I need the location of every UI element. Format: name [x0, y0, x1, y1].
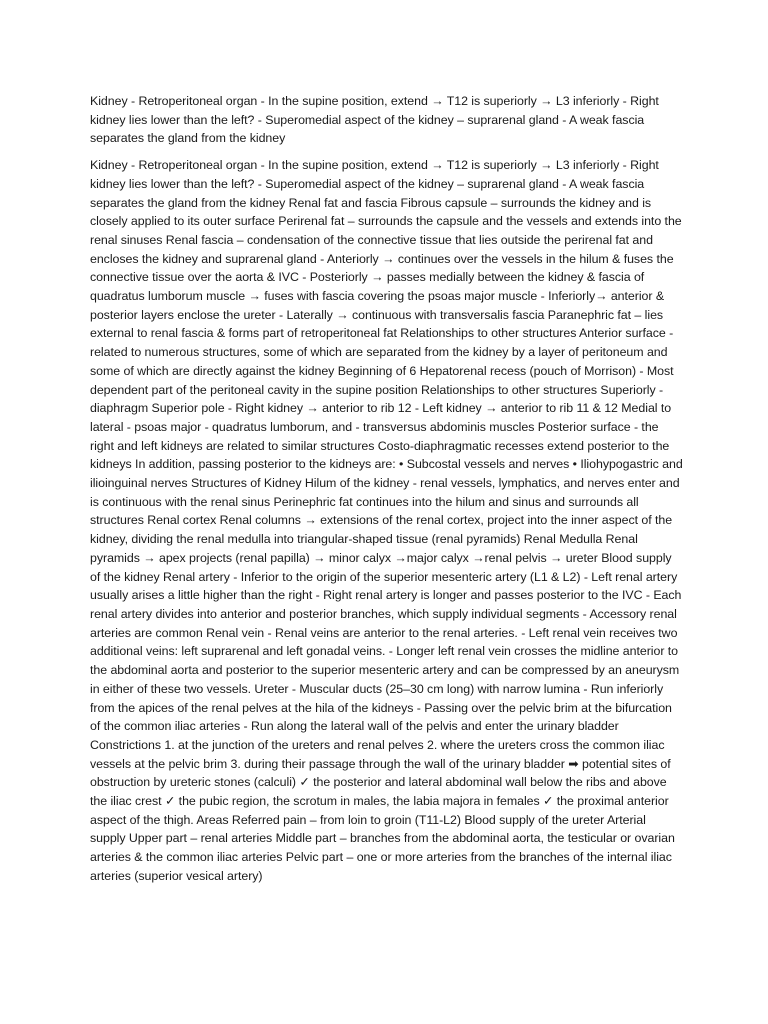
body-paragraph: Kidney - Retroperitoneal organ - In the supine position, extend → T12 is superiorly → L3 inferiorly - Right kidney lies lower than the left? - Superomedial aspect of the kidney – suprarenal gland - A weak fascia separates the gland from the kidney Renal fat and fascia Fibrous capsule – surrounds the kidney and is closely applied to its outer surface Perirenal fat – surrounds the capsule and the vessels and extends into the renal sinuses Renal fascia – condensation of the connective tissue that lies outside the perirenal fat and encloses the kidney and suprarenal gland - Anteriorly → continues over the vessels in the hilum & fuses the connective tissue over the aorta & IVC - Posteriorly → passes medially between the kidney & fascia of quadratus lumborum muscle → fuses with fascia covering the psoas major muscle - Inferiorly→ anterior & posterior layers enclose the ureter - Laterally → continuous with transversalis fascia Paranephric fat – lies external to renal fascia & forms part of retroperitoneal fat Relationships to other structures Anterior surface - related to numerous structures, some of which are separated from the kidney by a layer of peritoneum and some of which are directly against the kidney Beginning of 6 Hepatorenal recess (pouch of Morrison) - Most dependent part of the peritoneal cavity in the supine position Relationships to other structures Superiorly - diaphragm Superior pole - Right kidney → anterior to rib 12 - Left kidney → anterior to rib 11 & 12 Medial to lateral - psoas major - quadratus lumborum, and - transversus abdominis muscles Posterior surface - the right and left kidneys are related to similar structures Costo-diaphragmatic recesses extend posterior to the kidneys In addition, passing posterior to the kidneys are: • Subcostal vessels and nerves • Iliohypogastric and ilioinguinal nerves Structures of Kidney Hilum of the kidney - renal vessels, lymphatics, and nerves enter and is continuous with the renal sinus Perinephric fat continues into the hilum and sinus and surrounds all structures Renal cortex Renal columns → extensions of the renal cortex, project into the inner aspect of the kidney, dividing the renal medulla into triangular-shaped tissue (renal pyramids) Renal Medulla Renal pyramids → apex projects (renal papilla) → minor calyx →major calyx →renal pelvis → ureter Blood supply of the kidney Renal artery - Inferior to the origin of the superior mesenteric artery (L1 & L2) - Left renal artery usually arises a little higher than the right - Right renal artery is longer and passes posterior to the IVC - Each renal artery divides into anterior and posterior branches, which supply individual segments - Accessory renal arteries are common Renal vein - Renal veins are anterior to the renal arteries. - Left renal vein receives two additional veins: left suprarenal and left gonadal veins. - Longer left renal vein crosses the midline anterior to the abdominal aorta and posterior to the superior mesenteric artery and can be compressed by an aneurysm in either of these two vessels. Ureter - Muscular ducts (25–30 cm long) with narrow lumina - Run inferiorly from the apices of the renal pelves at the hila of the kidneys - Passing over the pelvic brim at the bifurcation of the common iliac arteries - Run along the lateral wall of the pelvis and enter the urinary bladder Constrictions 1. at the junction of the ureters and renal pelves 2. where the ureters cross the common iliac vessels at the pelvic brim 3. during their passage through the wall of the urinary bladder ➡ potential sites of obstruction by ureteric stones (calculi) ✓ the posterior and lateral abdominal wall below the ribs and above the iliac crest ✓ the pubic region, the scrotum in males, the labia majora in females ✓ the proximal anterior aspect of the thigh. Areas Referred pain – from loin to groin (T11-L2) Blood supply of the ureter Arterial supply Upper part – renal arteries Middle part – branches from the abdominal aorta, the testicular or ovarian arteries & the common iliac arteries Pelvic part – one or more arteries from the branches of the internal iliac arteries (superior vesical artery): [90, 158, 683, 883]
summary-paragraph: Kidney - Retroperitoneal organ - In the supine position, extend → T12 is superiorly → L3 inferiorly - Right kidney lies lower than the left? - Superomedial aspect of the kidney – suprarenal gland - A weak fascia separates the gland from the kidney: [90, 94, 659, 146]
document-page: [90, 92, 684, 886]
